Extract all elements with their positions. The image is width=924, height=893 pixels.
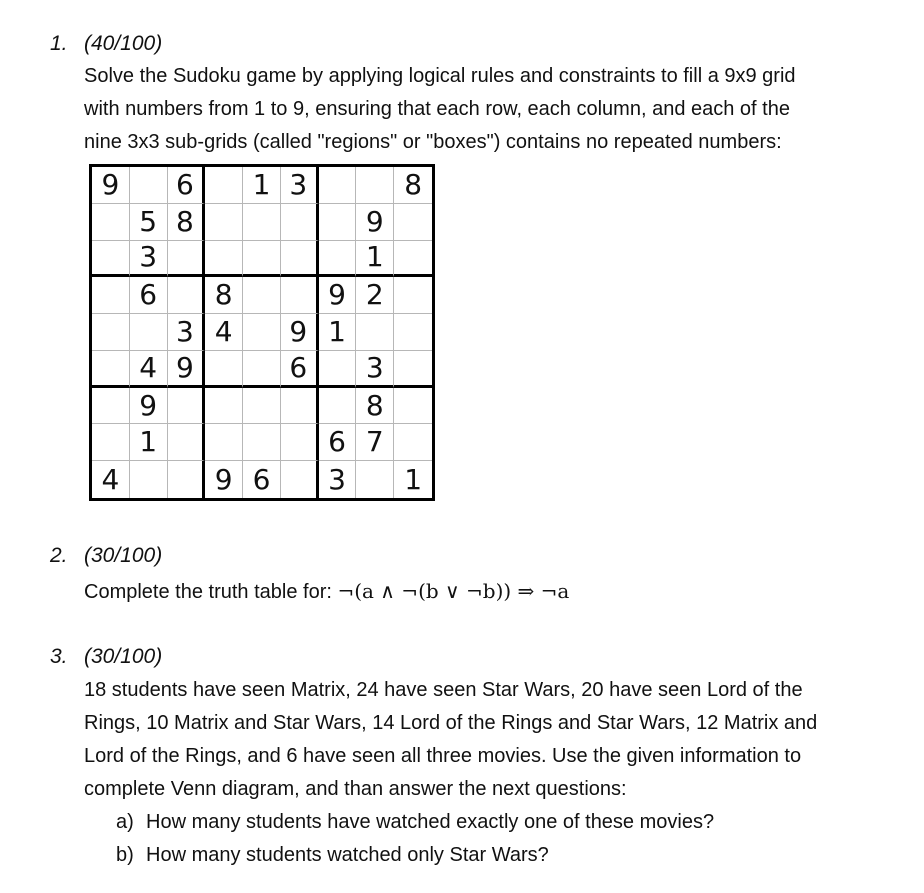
sudoku-cell	[243, 388, 281, 425]
sudoku-cell: 8	[205, 277, 243, 314]
sudoku-cell	[394, 277, 432, 314]
sudoku-cell	[168, 424, 206, 461]
sudoku-cell: 3	[319, 461, 357, 498]
sudoku-cell	[281, 277, 319, 314]
sudoku-cell	[281, 424, 319, 461]
sudoku-cell: 1	[356, 241, 394, 278]
sudoku-cell	[356, 314, 394, 351]
question-1-text	[84, 60, 914, 159]
sudoku-cell	[319, 388, 357, 425]
question-1-line: Solve the Sudoku game by applying logical rules and constraints to fill a 9x9 grid	[84, 65, 796, 87]
question-1-score: (40/100)	[84, 32, 163, 55]
sudoku-cell	[394, 351, 432, 388]
sudoku-cell	[92, 351, 130, 388]
sudoku-cell: 3	[356, 351, 394, 388]
sudoku-cell: 1	[404, 462, 423, 496]
sudoku-cell	[205, 388, 243, 425]
question-3-line: Lord of the Rings, and 6 have seen all three movies. Use the given information to	[84, 745, 802, 767]
sudoku-cell	[394, 388, 432, 425]
sudoku-cell	[92, 241, 130, 278]
question-2-number: 2.	[50, 544, 68, 567]
question-3-text	[84, 674, 914, 806]
subquestion-text: How many students watched only Star Wars?	[146, 844, 549, 866]
sudoku-cell	[243, 351, 281, 388]
sudoku-cell	[243, 204, 281, 241]
sudoku-cell	[319, 167, 357, 204]
sudoku-cell	[205, 167, 243, 204]
question-2-text	[84, 575, 914, 609]
sudoku-cell: 4	[130, 351, 168, 388]
sudoku-cell	[319, 204, 357, 241]
sudoku-cell: 9	[168, 351, 206, 388]
sudoku-cell: 6	[168, 167, 206, 204]
question-2-prefix: Complete the truth table for:	[84, 581, 338, 603]
subquestion-text: How many students have watched exactly one of these movies?	[146, 811, 715, 833]
sudoku-grid	[89, 164, 435, 501]
sudoku-cell: 2	[356, 277, 394, 314]
sudoku-cell: 5	[130, 204, 168, 241]
sudoku-cell	[243, 314, 281, 351]
sudoku-cell	[281, 388, 319, 425]
question-3-line: 18 students have seen Matrix, 24 have seen Star Wars, 20 have seen Lord of the	[84, 679, 803, 701]
sudoku-cell: 9	[92, 167, 130, 204]
sudoku-cell: 3	[168, 314, 206, 351]
sudoku-cell	[205, 351, 243, 388]
sudoku-cell: 3	[130, 241, 168, 278]
question-1-line: with numbers from 1 to 9, ensuring that each row, each column, and each of the	[84, 98, 790, 120]
sudoku-cell	[243, 277, 281, 314]
sudoku-cell	[168, 388, 206, 425]
sudoku-cell	[92, 424, 130, 461]
sudoku-cell: 8	[394, 167, 432, 204]
sudoku-cell	[281, 241, 319, 278]
sudoku-cell	[130, 461, 168, 498]
sudoku-cell	[205, 204, 243, 241]
sudoku-cell	[130, 167, 168, 204]
sudoku-cell	[168, 461, 206, 498]
sudoku-cell: 8	[356, 388, 394, 425]
question-3-score: (30/100)	[84, 645, 163, 668]
sudoku-cell: 8	[168, 204, 206, 241]
sudoku-cell	[356, 461, 394, 498]
sudoku-cell: 9	[319, 277, 357, 314]
question-1-line: nine 3x3 sub-grids (called "regions" or "boxes") contains no repeated numbers:	[84, 131, 782, 153]
subquestion-label: b)	[116, 844, 134, 866]
sudoku-cell	[243, 241, 281, 278]
sudoku-cell	[92, 277, 130, 314]
sudoku-cell	[319, 241, 357, 278]
sudoku-cell: 6	[243, 461, 281, 498]
sudoku-cell: 6	[319, 424, 357, 461]
sudoku-cell	[394, 314, 432, 351]
sudoku-cell: 9	[281, 314, 319, 351]
sudoku-cell	[394, 241, 432, 278]
sudoku-cell: 3	[281, 167, 319, 204]
sudoku-cell	[319, 351, 357, 388]
sudoku-cell	[168, 277, 206, 314]
question-3-line: Rings, 10 Matrix and Star Wars, 14 Lord of the Rings and Star Wars, 12 Matrix and	[84, 712, 818, 734]
sudoku-cell: 1	[243, 167, 281, 204]
subquestion-label: a)	[116, 811, 134, 833]
sudoku-cell: 4	[205, 314, 243, 351]
sudoku-cell	[394, 204, 432, 241]
sudoku-cell	[281, 204, 319, 241]
sudoku-cell	[243, 424, 281, 461]
sudoku-cell	[92, 204, 130, 241]
sudoku-cell: 6	[281, 351, 319, 388]
sudoku-cell: 9	[356, 204, 394, 241]
sudoku-cell: 9	[130, 388, 168, 425]
sudoku-cell	[168, 241, 206, 278]
question-1-number: 1.	[50, 32, 68, 55]
sudoku-cell	[356, 167, 394, 204]
sudoku-cell: 4	[92, 461, 130, 498]
question-2-score: (30/100)	[84, 544, 163, 567]
sudoku-cell	[205, 424, 243, 461]
sudoku-cell: 7	[356, 424, 394, 461]
sudoku-cell: 1	[130, 424, 168, 461]
subquestion-b	[116, 839, 549, 872]
sudoku-cell	[281, 461, 319, 498]
sudoku-cell	[205, 241, 243, 278]
sudoku-cell	[394, 424, 432, 461]
sudoku-cell	[130, 314, 168, 351]
logic-formula: ¬(a ∧ ¬(b ∨ ¬b)) ⇒ ¬a	[337, 579, 570, 603]
sudoku-cell: 9	[205, 461, 243, 498]
question-3-number: 3.	[50, 645, 68, 668]
sudoku-cell: 6	[130, 277, 168, 314]
sudoku-cell: 1	[319, 314, 357, 351]
question-3-line: complete Venn diagram, and than answer the next questions:	[84, 778, 627, 800]
subquestion-a	[116, 806, 714, 839]
sudoku-cell	[92, 388, 130, 425]
sudoku-cell	[92, 314, 130, 351]
